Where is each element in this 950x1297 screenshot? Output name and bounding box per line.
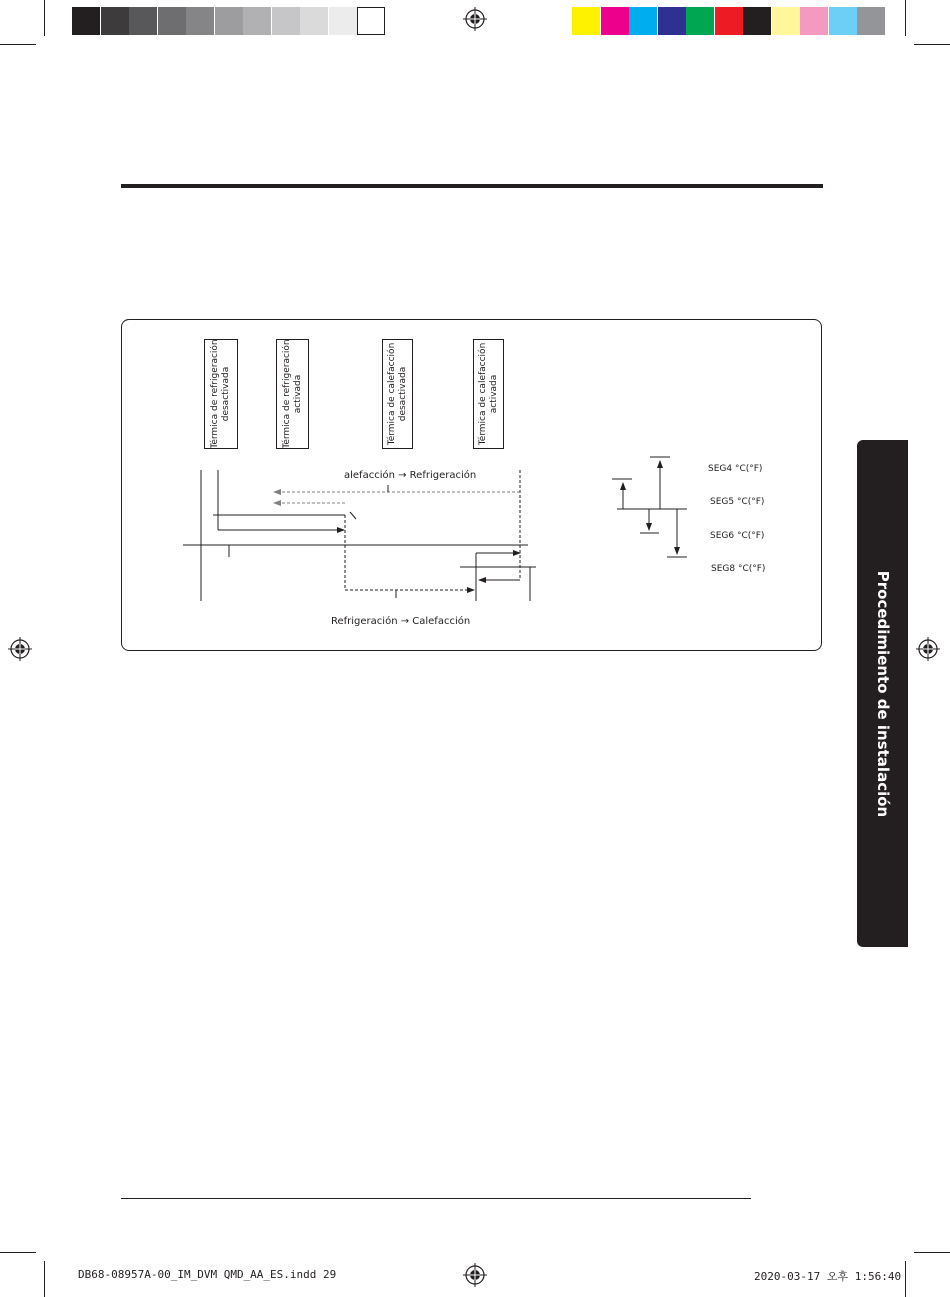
cooling-to-heating-label: Refrigeración → Calefacción [331,616,471,627]
crop-mark [44,1261,45,1297]
section-side-tab [857,440,908,947]
footer-date: 2020-03-17 오후 1:56:40 [754,1270,902,1283]
registration-mark-icon [463,1263,487,1287]
crop-mark [914,1252,950,1253]
seg4-label: SEG4 °C(°F) [708,464,763,474]
section-side-tab-label: Procedimiento de instalación [873,570,892,817]
crop-mark [0,1252,36,1253]
footer-rule [121,1198,751,1199]
cooling-thermo-off-label: Térmica de refrigeración desactivada [204,339,238,449]
seg8-label: SEG8 °C(°F) [711,564,766,574]
seg5-label: SEG5 °C(°F) [710,497,765,507]
heating-to-cooling-label: alefacción → Refrigeración [344,470,477,481]
crop-mark [905,1261,906,1297]
heating-thermo-off-label: Térmica de calefacción desactivada [382,339,413,449]
cooling-thermo-on-label: Térmica de refrigeración activada [276,339,309,449]
seg6-label: SEG6 °C(°F) [710,531,765,541]
footer-file-name: DB68-08957A-00_IM_DVM QMD_AA_ES.indd 29 [78,1268,337,1281]
heating-thermo-on-label: Térmica de calefacción activada [473,339,504,449]
